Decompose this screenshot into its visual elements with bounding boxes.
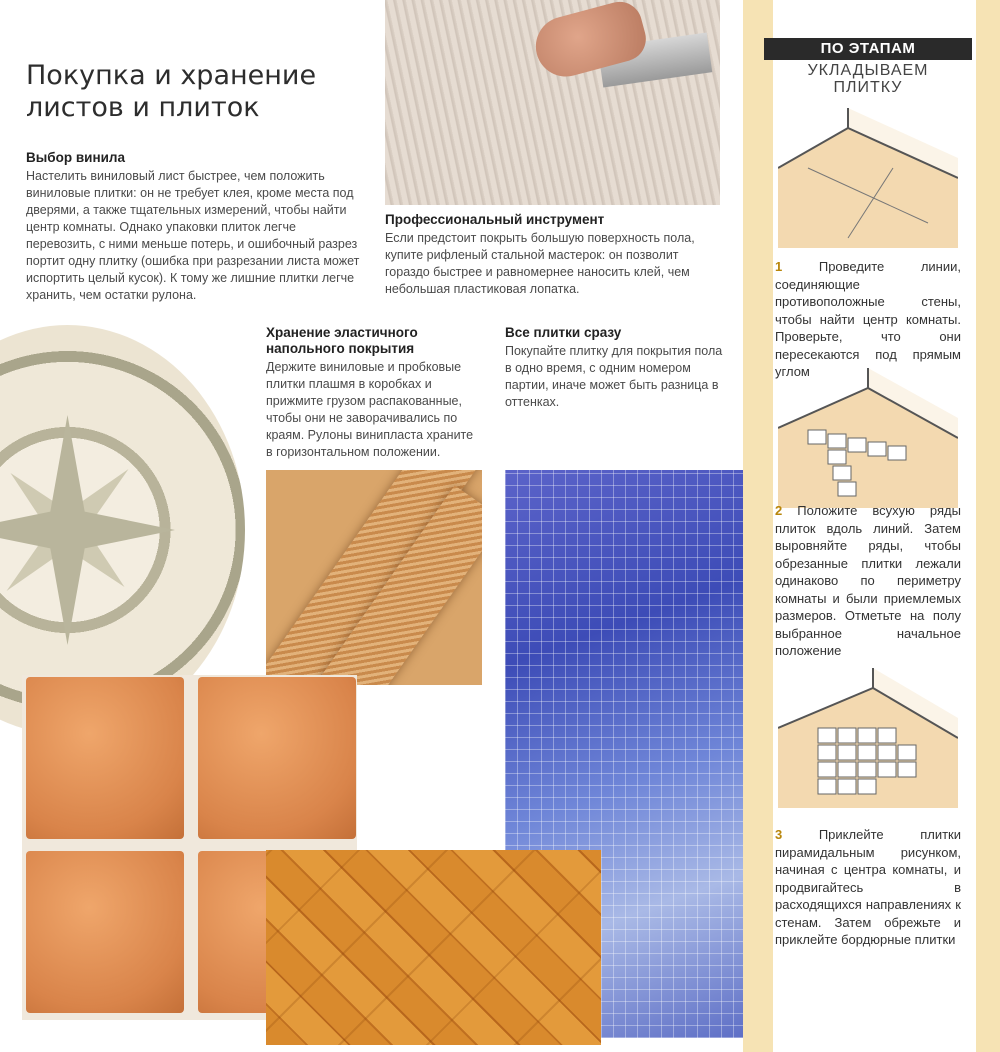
cork-roll-photo [266,470,482,685]
section-storage-heading: Хранение эластичного напольного покрытия [266,325,418,356]
section-tool-heading: Профессиональный инструмент [385,212,605,227]
section-storage [266,325,481,461]
section-storage-text: Держите виниловые и пробковые плитки плашмя в коробках и прижмите грузом распакованные, чтобы они не заворачивались по краям. Рулоны винипласта храните в горизонтальном положении. [266,360,474,459]
trowel-photo [385,0,720,205]
section-vinyl [26,150,361,304]
step-2-illustration [778,368,958,508]
sidebar-badge: ПО ЭТАПАМ [764,38,972,60]
parquet-overlay [266,850,601,1045]
terracotta-tile [26,677,184,839]
step-1-number: 1 [775,259,783,274]
section-vinyl-heading: Выбор винила [26,150,125,165]
step-3-illustration [778,668,958,808]
step-1-illustration [778,108,958,248]
section-tool-text: Если предстоит покрыть большую поверхность пола, купите рифленый стальной мастерок: он позволит гораздо быстрее и равномернее наносить клей, чем небольшая пластиковая лопатка. [385,231,695,296]
step-1-text: Проведите линии, соединяющие противоположные стены, чтобы найти центр комнаты. Проверьте, что они пересекаются под прямым углом [775,259,961,379]
sidebar-subtitle-line2: ПЛИТКУ [833,79,903,96]
page-title: Покупка и хранение листов и плиток [26,60,317,123]
section-tool [385,212,720,298]
step-3 [775,826,961,949]
sidebar-subtitle-line1: УКЛАДЫВАЕМ [807,62,929,79]
terracotta-tile [26,851,184,1013]
step-2-text: Положите всухую ряды плиток вдоль линий. Затем выровняйте ряды, чтобы обрезанные плитки лежали одинаково по периметру комнаты и были приемлемых размеров. Отметьте на полу выбранное начальное положение [775,503,961,658]
step-2-number: 2 [775,503,783,518]
mosaic-medallion-photo [0,325,245,735]
step-3-text: Приклейте плитки пирамидальным рисунком, начиная с центра комнаты, и продвигайтесь в расходящихся направлениях к стенам. Затем обрежьте и приклейте бордюрные плитки [775,827,961,947]
step-3-number: 3 [775,827,783,842]
section-all-tiles [505,325,730,411]
sidebar-subtitle [764,62,972,96]
section-all-tiles-heading: Все плитки сразу [505,325,622,340]
terracotta-tile [198,677,356,839]
step-2 [775,502,961,660]
compass-star-shape [0,415,175,645]
section-vinyl-text: Настелить виниловый лист быстрее, чем положить виниловые плитки: он не требует клея, кроме места под дверями, а также тщательных измерений, чтобы найти центр комнаты. Однако упаковки плиток легче перевозить, с ними меньше потерь, и ошибочный разрез портит одну плитку (ошибка при разрезании листа может испортить целый кусок). К тому же лишние плитки легче хранить, чем остатки рулона. [26,169,360,302]
parquet-photo [266,850,601,1045]
step-1 [775,258,961,381]
section-all-tiles-text: Покупайте плитку для покрытия пола в одно время, с одним номером партии, иначе может быть разница в оттенках. [505,344,723,409]
